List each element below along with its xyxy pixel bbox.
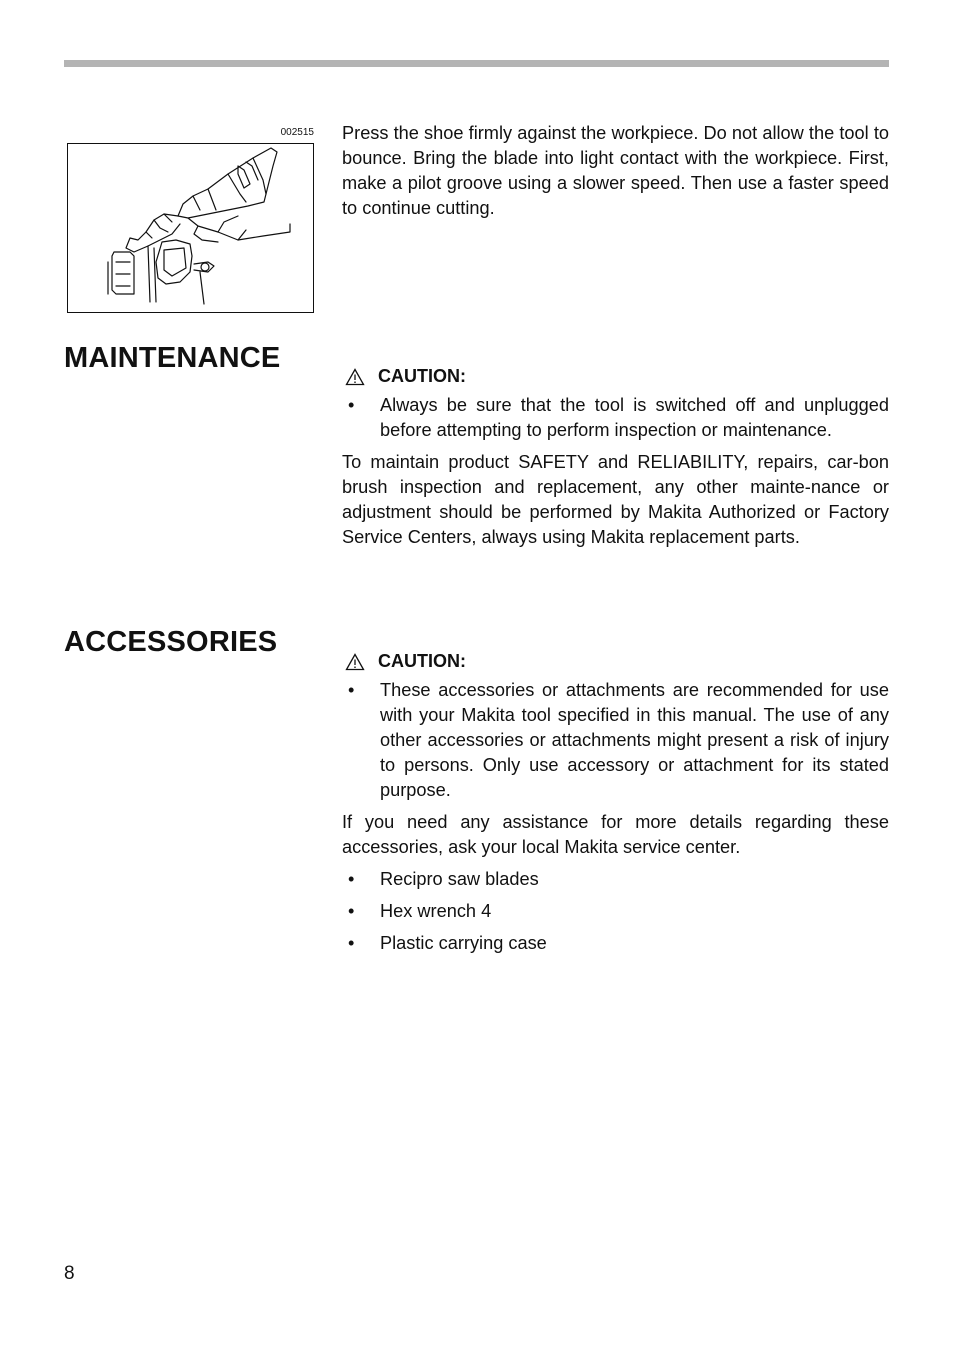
- list-item-text: Hex wrench 4: [380, 901, 492, 921]
- bullet-icon: •: [348, 869, 355, 889]
- bullet-icon: •: [348, 680, 355, 700]
- warning-triangle-icon: [345, 653, 365, 671]
- accessories-items-list: [342, 867, 889, 956]
- bullet-icon: •: [348, 933, 355, 953]
- list-item: [342, 899, 889, 924]
- maintenance-caution-list: [342, 393, 889, 443]
- bullet-icon: •: [348, 901, 355, 921]
- saw-illustration-icon: [68, 144, 313, 312]
- figure-code: 002515: [280, 127, 314, 138]
- list-item-text: Plastic carrying case: [380, 933, 547, 953]
- accessories-section: [342, 649, 889, 956]
- figure-illustration: [67, 143, 314, 313]
- accessories-heading: ACCESSORIES: [64, 626, 278, 658]
- accessories-caution: [342, 649, 889, 674]
- list-item: [342, 867, 889, 892]
- list-item: [342, 393, 889, 443]
- accessories-paragraph: If you need any assistance for more details regarding these accessories, ask your local Makita service center.: [342, 812, 889, 857]
- maintenance-paragraph: To maintain product SAFETY and RELIABILITY, repairs, car-bon brush inspection and replacement, any other mainte-nance or adjustment should be performed by Makita Authorized or Factory Service Centers, always using Makita replacement parts.: [342, 452, 889, 547]
- header-rule: [64, 60, 889, 67]
- warning-triangle-icon: [345, 368, 365, 386]
- maintenance-heading: MAINTENANCE: [64, 342, 281, 374]
- list-item: [342, 931, 889, 956]
- list-item-text: Always be sure that the tool is switched off and unplugged before attempting to perform inspection or maintenance.: [380, 395, 889, 440]
- maintenance-caution: [342, 364, 889, 389]
- page-number: 8: [64, 1263, 75, 1284]
- intro-section: [342, 121, 889, 221]
- list-item-text: Recipro saw blades: [380, 869, 539, 889]
- caution-label: CAUTION:: [378, 366, 466, 386]
- list-item-text: These accessories or attachments are recommended for use with your Makita tool specified in this manual. The use of any other accessories or attachments might present a risk of injury to persons. Only use accessory or attachment for its stated purpose.: [380, 680, 889, 800]
- bullet-icon: •: [348, 395, 355, 415]
- caution-label: CAUTION:: [378, 651, 466, 671]
- maintenance-section: [342, 364, 889, 550]
- accessories-caution-list: [342, 678, 889, 803]
- list-item: [342, 678, 889, 803]
- intro-paragraph: Press the shoe firmly against the workpiece. Do not allow the tool to bounce. Bring the blade into light contact with the workpiece. First, make a pilot groove using a slower speed. Then use a faster speed to continue cutting.: [342, 123, 889, 218]
